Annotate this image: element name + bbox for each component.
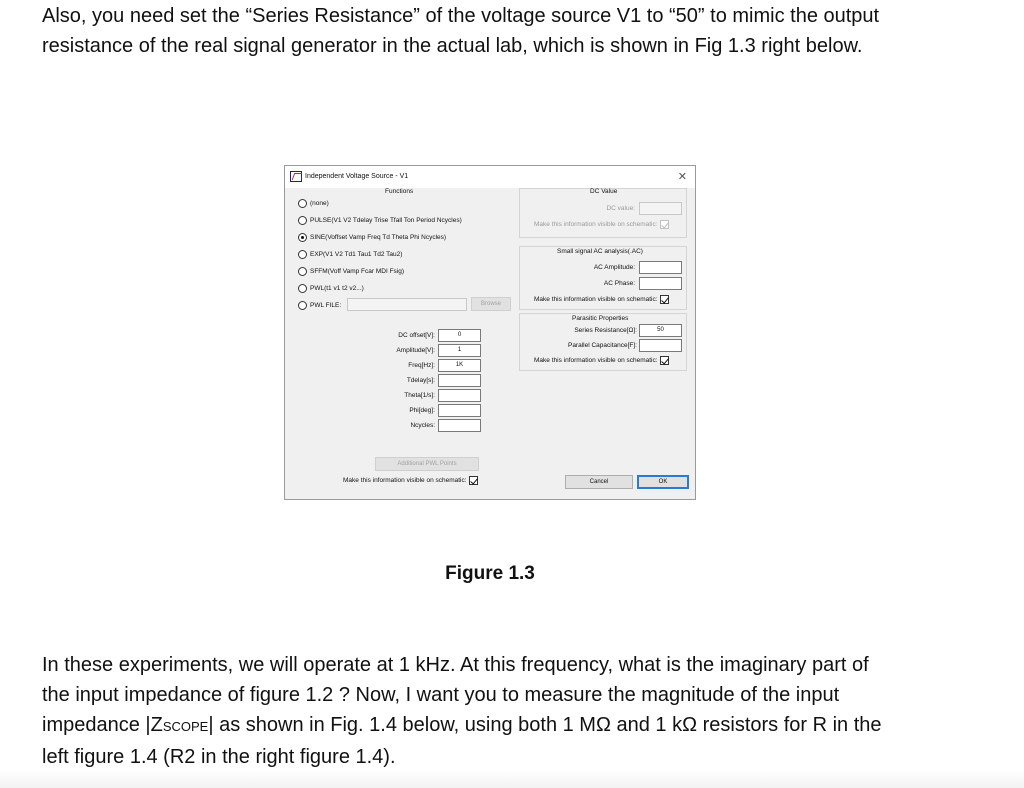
browse-button[interactable]: Browse <box>471 297 511 311</box>
close-icon[interactable]: ✕ <box>677 171 687 183</box>
intro-line: resistance of the real signal generator in the actual lab, which is shown in Fig 1.3 right below. <box>42 35 863 57</box>
ac-phase-label: AC Phase: <box>603 280 635 287</box>
outro-line: In these experiments, we will operate at 1 kHz. At this frequency, what is the imaginary part of <box>42 654 869 676</box>
radio-icon <box>298 199 307 208</box>
parasitic-visible-row[interactable] <box>534 356 669 365</box>
intro-paragraph <box>42 1 1002 61</box>
dialog-titlebar <box>285 166 695 188</box>
freq-label: Freq[Hz]: <box>408 362 435 369</box>
tdelay-label: Tdelay[s]: <box>406 377 435 384</box>
function-label: PULSE(V1 V2 Tdelay Trise Tfall Ton Period Ncycles) <box>310 216 462 224</box>
parallel-capacitance-label: Parallel Capacitance[F]: <box>567 342 637 349</box>
ok-button[interactable]: OK <box>637 475 689 489</box>
functions-title: Functions <box>385 188 414 195</box>
freq-input[interactable]: 1K <box>438 359 481 372</box>
dc-value-title: DC Value <box>590 188 618 195</box>
function-radio-pwl[interactable] <box>298 283 364 293</box>
left-visible-row[interactable] <box>343 476 478 485</box>
additional-pwl-button[interactable]: Additional PWL Points <box>375 457 479 471</box>
small-signal-title: Small signal AC analysis(.AC) <box>557 248 643 255</box>
ncycles-label: Ncycles: <box>410 422 435 429</box>
tdelay-input[interactable] <box>438 374 481 387</box>
dc-value-label: DC value: <box>606 205 635 212</box>
outro-line: left figure 1.4 (R2 in the right figure 1.4). <box>42 746 396 768</box>
parasitic-visible-label: Make this information visible on schematic: <box>534 357 658 365</box>
ltspice-app-icon <box>290 171 302 182</box>
cancel-button[interactable]: Cancel <box>565 475 633 489</box>
radio-icon <box>298 301 307 310</box>
radio-icon <box>298 284 307 293</box>
function-label: EXP(V1 V2 Td1 Tau1 Td2 Tau2) <box>310 250 403 258</box>
function-label: (none) <box>310 199 329 207</box>
parallel-capacitance-input[interactable] <box>639 339 682 352</box>
function-radio-sine[interactable] <box>298 232 446 242</box>
figure-caption: Figure 1.3 <box>445 563 535 584</box>
dc-offset-label: DC offset[V]: <box>398 332 435 339</box>
dc-visible-label: Make this information visible on schematic: <box>534 221 658 229</box>
function-label: PWL FILE: <box>310 301 342 309</box>
checkbox-checked-icon[interactable] <box>469 476 478 485</box>
outro-text: | as shown in Fig. 1.4 below, using both 1 MΩ and 1 kΩ resistors for R in the <box>208 714 882 736</box>
phi-input[interactable] <box>438 404 481 417</box>
ac-phase-input[interactable] <box>639 277 682 290</box>
theta-input[interactable] <box>438 389 481 402</box>
voltage-source-dialog <box>284 165 696 500</box>
pwl-file-input[interactable] <box>347 298 467 311</box>
page-bottom-shade <box>0 770 1024 788</box>
radio-selected-icon <box>298 233 307 242</box>
function-radio-sffm[interactable] <box>298 266 404 276</box>
function-radio-pwl-file[interactable] <box>298 300 341 310</box>
intro-line: Also, you need set the “Series Resistance” of the voltage source V1 to “50” to mimic the output <box>42 5 880 27</box>
amplitude-input[interactable]: 1 <box>438 344 481 357</box>
dc-offset-input[interactable]: 0 <box>438 329 481 342</box>
function-label: SFFM(Voff Vamp Fcar MDI Fsig) <box>310 267 405 275</box>
dc-visible-row[interactable] <box>534 220 669 229</box>
amplitude-label: Amplitude[V]: <box>396 347 435 354</box>
theta-label: Theta[1/s]: <box>404 392 435 399</box>
phi-label: Phi[deg]: <box>409 407 435 414</box>
ac-amplitude-label: AC Amplitude: <box>593 264 635 271</box>
outro-line: the input impedance of figure 1.2 ? Now, I want you to measure the magnitude of the input <box>42 684 840 706</box>
zscope-subscript: SCOPE <box>162 719 209 734</box>
dialog-title: Independent Voltage Source - V1 <box>305 173 409 180</box>
function-radio-exp[interactable] <box>298 249 402 259</box>
ncycles-input[interactable] <box>438 419 481 432</box>
left-visible-label: Make this information visible on schematic: <box>343 477 467 485</box>
checkbox-checked-icon[interactable] <box>660 356 669 365</box>
dc-value-input[interactable] <box>639 202 682 215</box>
outro-line-impedance <box>42 710 1002 742</box>
ac-visible-label: Make this information visible on schematic: <box>534 296 658 304</box>
function-radio-pulse[interactable] <box>298 215 462 225</box>
outro-paragraph <box>42 650 1002 772</box>
radio-icon <box>298 267 307 276</box>
series-resistance-label: Series Resistance[Ω]: <box>574 327 637 334</box>
parasitic-title: Parasitic Properties <box>572 315 629 322</box>
function-label: SINE(Voffset Vamp Freq Td Theta Phi Ncycles) <box>310 233 447 241</box>
ac-amplitude-input[interactable] <box>639 261 682 274</box>
series-resistance-input[interactable]: 50 <box>639 324 682 337</box>
checkbox-checked-icon[interactable] <box>660 220 669 229</box>
radio-icon <box>298 216 307 225</box>
function-label: PWL(t1 v1 t2 v2...) <box>310 284 364 292</box>
function-radio-none[interactable] <box>298 198 329 208</box>
checkbox-checked-icon[interactable] <box>660 295 669 304</box>
ac-visible-row[interactable] <box>534 295 669 304</box>
radio-icon <box>298 250 307 259</box>
outro-text: impedance |Z <box>42 714 163 736</box>
